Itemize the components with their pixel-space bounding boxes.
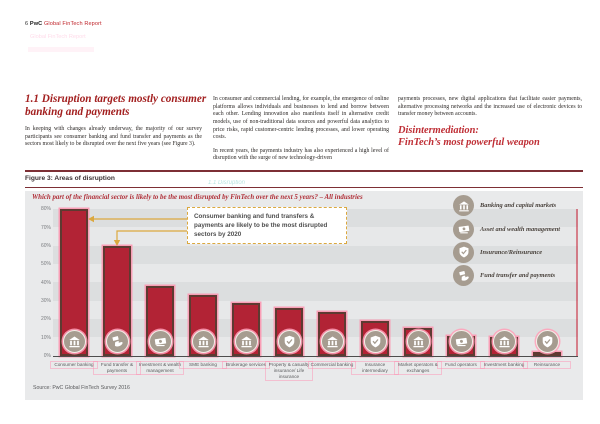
x-axis-label: Market operators & exchanges (395, 362, 441, 374)
ghost-text-artifact: Global FinTech Report (30, 34, 86, 40)
x-axis-label: Brokerage services (223, 362, 269, 368)
body-paragraph: payments processes, new digital applications that facilitate easier payments, alternative processing networks and the increased use of electronic devices to transfer money between accounts. (398, 96, 582, 118)
shield-icon (278, 330, 301, 353)
y-tick-label: 70% (40, 224, 51, 231)
y-tick-label: 0% (43, 352, 51, 359)
callout-box: Consumer banking and fund transfers & payments are likely to be the most disrupted sectors by 2020 (187, 207, 347, 244)
legend-item (453, 194, 581, 217)
x-axis-label: SME banking (180, 362, 226, 368)
y-tick-label: 80% (40, 206, 51, 213)
body-paragraph: In recent years, the payments industry has also experienced a high level of disruption with the surge of new technology-driven (213, 147, 389, 162)
y-tick-label: 30% (40, 297, 51, 304)
body-column-1 (25, 126, 202, 155)
legend-item (453, 217, 581, 240)
figure-bottom-rule (25, 187, 583, 188)
chart-question: Which part of the financial sector is likely to be the most disrupted by FinTech over the next 5 years? – All industries (32, 194, 363, 201)
legend-item (453, 241, 581, 264)
bank-icon (321, 330, 344, 353)
y-tick-label: 20% (40, 316, 51, 323)
hand-icon (106, 330, 129, 353)
body-paragraph: In keeping with changes already underway, the majority of our survey participants see consumer banking and fund transfer and payments as the sectors most likely to be disrupted over the next five years (see Figure 3). (25, 126, 202, 148)
page-number: 6 (25, 21, 29, 27)
legend-item (453, 264, 581, 287)
section-heading: 1.1 Disruption targets mostly consumer banking and payments (25, 93, 207, 118)
y-tick-label: 40% (40, 279, 51, 286)
x-axis-line (53, 356, 578, 357)
chart-panel (25, 191, 583, 400)
body-column-2 (213, 96, 389, 169)
legend-label: Asset and wealth management (480, 225, 561, 233)
bank-icon (63, 330, 86, 353)
x-axis-label: Investment banking (481, 362, 527, 368)
figure-top-rule (25, 170, 583, 172)
bank-icon (407, 330, 430, 353)
cash-icon (450, 330, 473, 353)
x-axis-label: Commercial banking (310, 362, 354, 367)
legend-label: Insurance/Reinsurance (480, 248, 543, 256)
ghost-text-artifact: 1.1 Disruption (208, 180, 246, 186)
shield-icon (364, 330, 387, 353)
x-axis-label: Property & casualty insurance/ Life insurance (266, 362, 312, 380)
source-note: Source: PwC Global FinTech Survey 2016 (33, 385, 130, 391)
legend-label: Banking and capital markets (480, 202, 557, 210)
x-axis-label: Fund operators (438, 362, 484, 368)
body-column-3 (398, 96, 582, 149)
bank-icon (493, 330, 516, 353)
hand-icon (453, 265, 474, 286)
pwc-logo: PwC (29, 21, 43, 27)
shield-icon (453, 242, 474, 263)
bank-icon (235, 330, 258, 353)
cash-icon (149, 330, 172, 353)
ghost-box-artifact (28, 47, 94, 52)
chart-legend (453, 194, 581, 288)
y-tick-label: 10% (40, 334, 51, 341)
x-axis-label: Investment & wealth management (138, 362, 182, 374)
legend-label: Fund transfer and payments (480, 272, 556, 280)
report-title: Global FinTech Report (43, 21, 102, 27)
cash-icon (453, 219, 474, 240)
x-axis-label: Fund transfer & payments (94, 362, 140, 374)
figure-caption: Figure 3: Areas of disruption (25, 175, 115, 182)
grid-band (53, 301, 578, 319)
x-axis-label: Consumer banking (51, 362, 97, 368)
y-tick-label: 60% (40, 242, 51, 249)
bank-icon (192, 330, 215, 353)
page-header (25, 21, 102, 27)
body-paragraph: In consumer and commercial lending, for example, the emergence of online platforms allows individuals and businesses to lend and borrow between each other. Lending innovation also manifests itself in alternative credit models, use of non-traditional data sources and powerful data analytics to price risks, rapid customer-centric lending processes, and lower operating costs. (213, 96, 389, 141)
y-tick-label: 50% (40, 261, 51, 268)
shield-icon (536, 330, 559, 353)
disintermediation-heading: Disintermediation: FinTech’s most powerful weapon (398, 124, 540, 148)
bank-icon (453, 195, 474, 216)
x-axis-label: Insurance intermediary (352, 362, 398, 374)
x-axis-label: Reinsurance (524, 362, 570, 368)
